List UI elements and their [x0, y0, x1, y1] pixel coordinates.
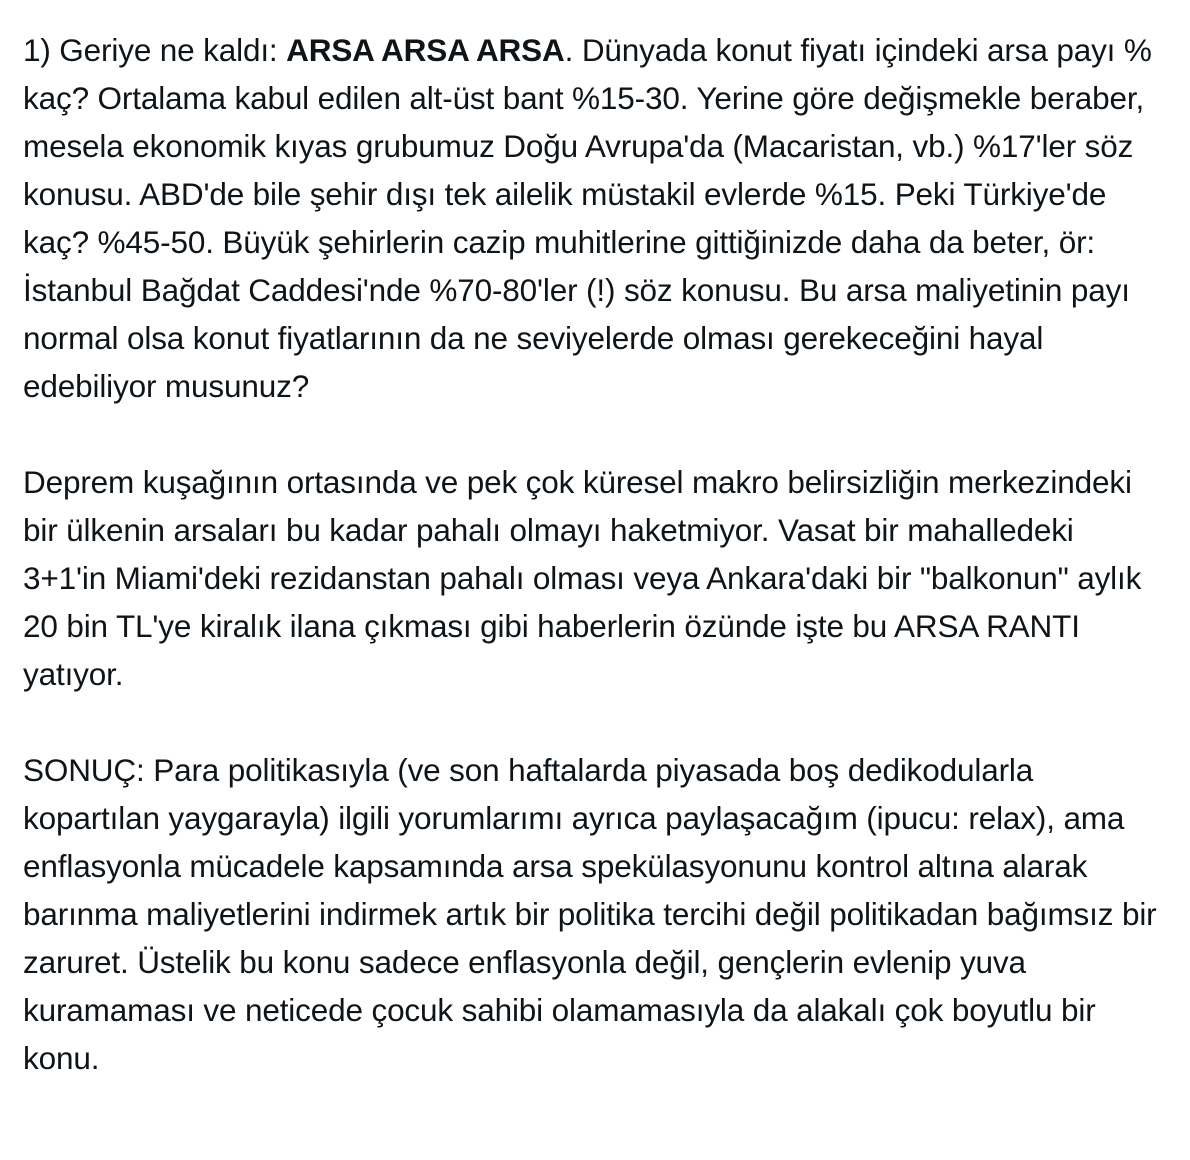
tweet-text	[23, 26, 1163, 1082]
paragraph-2-text: Deprem kuşağının ortasında ve pek çok küresel makro belirsizliğin merkezindeki bir ülkenin arsaları bu kadar pahalı olmayı haketmiyor. Vasat bir mahalledeki 3+1'in Miami'deki rezidanstan pahalı olması veya Ankara'daki bir "balkonun" aylık 20 bin TL'ye kiralık ilana çıkması gibi haberlerin özünde işte bu ARSA RANTI yatıyor.	[23, 464, 1142, 692]
paragraph-1	[23, 26, 1163, 410]
paragraph-3	[23, 746, 1163, 1082]
paragraph-3-text: SONUÇ: Para politikasıyla (ve son haftalarda piyasada boş dedikodularla kopartılan yaygarayla) ilgili yorumlarımı ayrıca paylaşacağım (ipucu: relax), ama enflasyonla mücadele kapsamında arsa spekülasyonunu kontrol altına alarak barınma maliyetlerini indirmek artık bir politika tercihi değil politikadan bağımsız bir zaruret. Üstelik bu konu sadece enflasyonla değil, gençlerin evlenip yuva kuramaması ve neticede çocuk sahibi olamamasıyla da alakalı çok boyutlu bir konu.	[23, 752, 1157, 1076]
paragraph-1-text: . Dünyada konut fiyatı içindeki arsa payı % kaç? Ortalama kabul edilen alt-üst bant %15-30. Yerine göre değişmekle beraber, mesela ekonomik kıyas grubumuz Doğu Avrupa'da (Macaristan, vb.) %17'ler söz konusu. ABD'de bile şehir dışı tek ailelik müstakil evlerde %15. Peki Türkiye'de kaç? %45-50. Büyük şehirlerin cazip muhitlerine gittiğinizde daha da beter, ör: İstanbul Bağdat Caddesi'nde %70-80'ler (!) söz konusu. Bu arsa maliyetinin payı normal olsa konut fiyatlarının da ne seviyelerde olması gerekeceğini hayal edebiliyor musunuz?	[23, 32, 1152, 404]
paragraph-1-prefix: 1) Geriye ne kaldı:	[23, 32, 287, 68]
paragraph-2	[23, 458, 1163, 698]
paragraph-1-bold: ARSA ARSA ARSA	[286, 32, 565, 68]
